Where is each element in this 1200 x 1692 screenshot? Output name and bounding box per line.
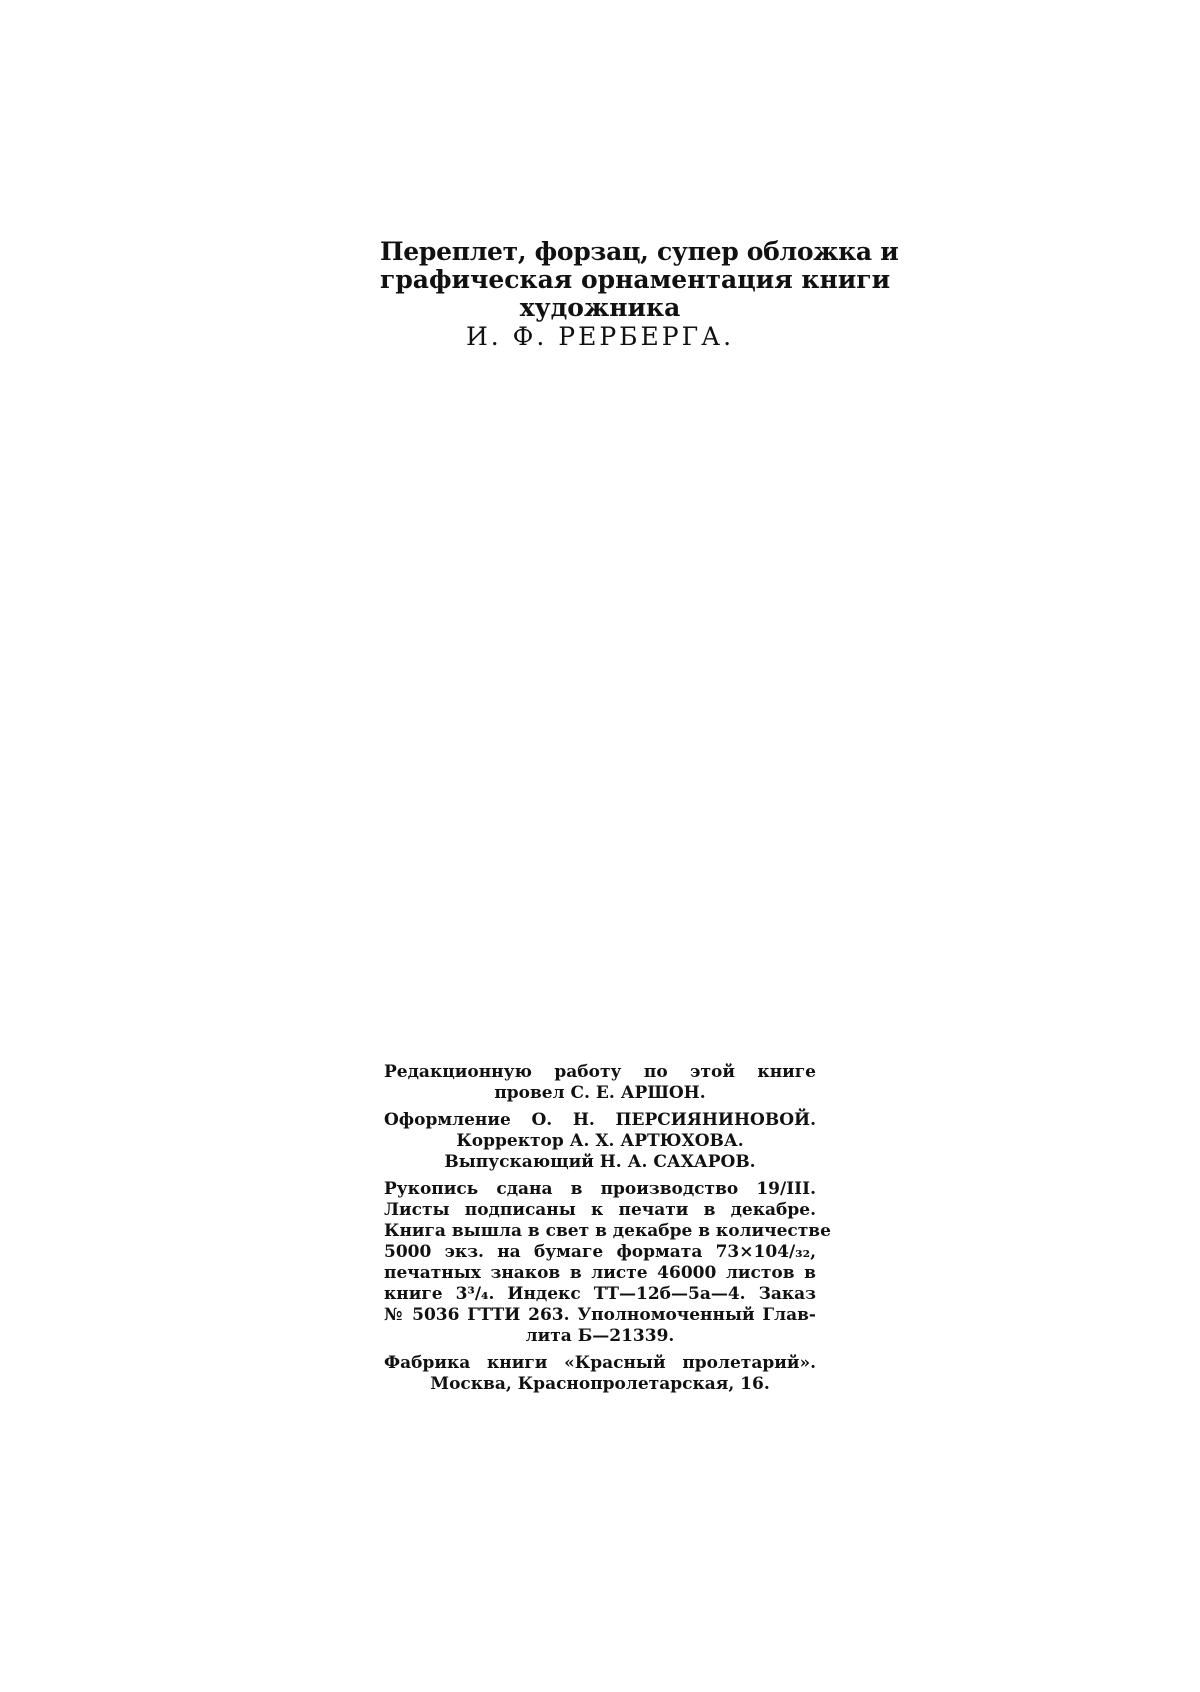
staff-credits xyxy=(384,1110,816,1173)
corrector-credit: Корректор А. Х. АРТЮХОВА. xyxy=(456,1131,744,1151)
credits-line-1: Переплет, форзац, супер обложка и xyxy=(380,237,899,266)
production-line: Листы подписаны к печати в декабре. xyxy=(384,1200,816,1220)
production-line: Рукопись сдана в производство 19/III. xyxy=(384,1179,816,1199)
artist-credits xyxy=(380,237,899,352)
issuer-credit: Выпускающий Н. А. САХАРОВ. xyxy=(444,1152,756,1172)
editor-line-2: провел С. Е. АРШОН. xyxy=(494,1083,706,1103)
design-credit: Оформление О. Н. ПЕРСИЯНИНОВОЙ. xyxy=(384,1110,816,1130)
production-line: 5000 экз. на бумаге формата 73×104/₃₂, xyxy=(384,1242,816,1262)
editor-credit xyxy=(384,1062,816,1104)
credits-line-3: художника xyxy=(519,293,681,322)
production-line-last: лита Б—21339. xyxy=(525,1326,675,1346)
production-line: книге 3³/₄. Индекс ТТ—12б—5а—4. Заказ xyxy=(384,1284,816,1304)
production-line: печатных знаков в листе 46000 листов в xyxy=(384,1263,816,1283)
artist-name: И. Ф. РЕРБЕРГА. xyxy=(465,322,735,351)
credits-line-2: графическая орнаментация книги xyxy=(380,265,891,294)
production-details xyxy=(384,1179,831,1347)
factory-info xyxy=(384,1353,816,1395)
factory-line-1: Фабрика книги «Красный пролетарий». xyxy=(384,1353,816,1373)
production-line: Книга вышла в свет в декабре в количестве xyxy=(384,1221,831,1241)
editor-line-1: Редакционную работу по этой книге xyxy=(384,1062,816,1082)
factory-line-2: Москва, Краснопролетарская, 16. xyxy=(430,1374,770,1394)
imprint-block xyxy=(384,1062,831,1401)
production-line: № 5036 ГТТИ 263. Уполномоченный Глав- xyxy=(384,1305,816,1325)
